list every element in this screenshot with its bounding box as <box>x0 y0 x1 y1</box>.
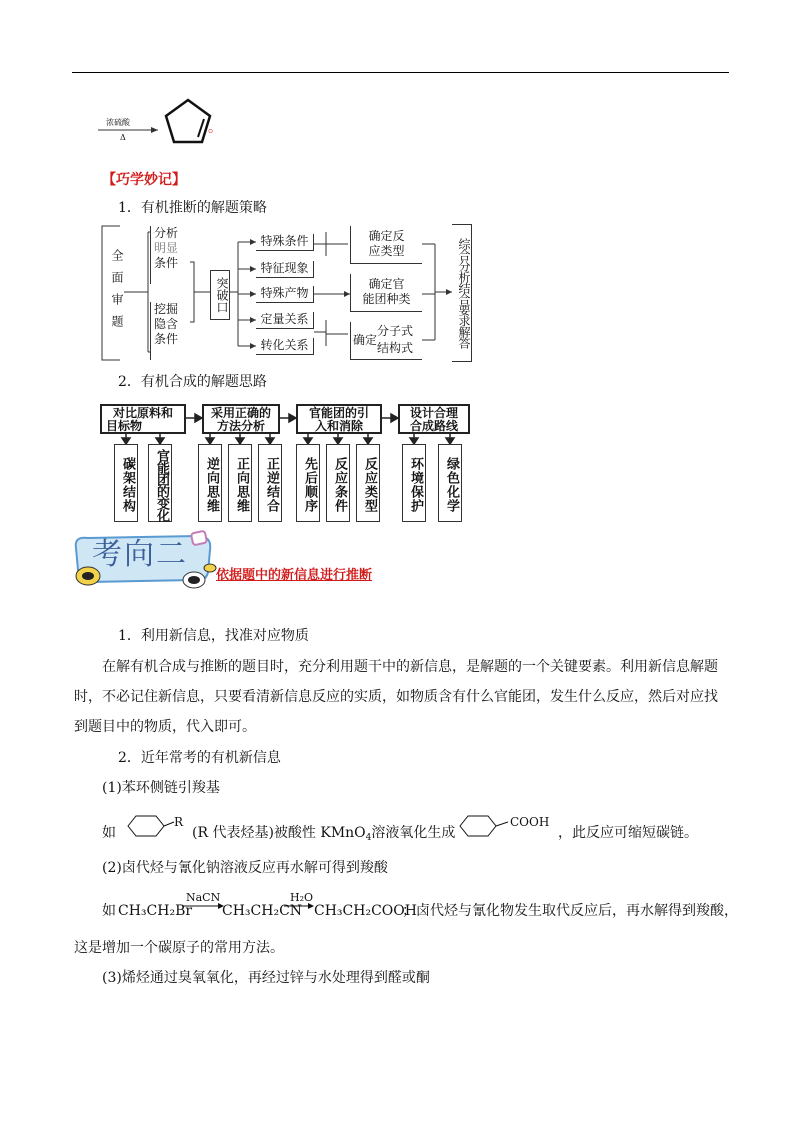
item1-cooh: COOH <box>510 815 550 829</box>
item2-cond2: H₂O <box>290 891 314 904</box>
item2-arrow2 <box>284 902 314 910</box>
item1-heading: (1)苯环侧链引羧基 <box>102 780 220 796</box>
reaction-type-line-2: 应类型 <box>368 244 405 258</box>
feature-special-products: 特殊产物 <box>256 286 314 303</box>
badge-title: 依据题中的新信息进行推断 <box>216 568 373 583</box>
col-hidden-conditions <box>150 302 190 360</box>
feature-transformation: 转化关系 <box>256 338 314 355</box>
synthesis-heading: 2．有机合成的解题思路 <box>118 374 267 390</box>
determine-reaction-type <box>350 226 422 264</box>
formula-line-2: 分子式 <box>377 324 414 338</box>
item1-r: R <box>174 815 184 829</box>
col-comprehensive-review: 全面审题 <box>104 240 124 346</box>
item2-cond1: NaCN <box>186 891 221 904</box>
flow-forward-thinking: 正向思维 <box>228 444 252 522</box>
benzene-r-structure <box>120 812 182 842</box>
feature-special-phenomena: 特征现象 <box>256 261 314 278</box>
reaction-condition-top: 浓硫酸 <box>106 118 130 127</box>
section-badge <box>70 528 220 594</box>
hidden-line-1: 挖掘 <box>154 302 179 316</box>
item2-reactant: CH₃CH₂Br <box>118 903 193 919</box>
obvious-line-2: 明显 <box>154 241 179 255</box>
flow-reaction-conditions: 反应条件 <box>326 444 350 522</box>
strategy-heading: 1．有机推断的解题策略 <box>118 200 267 216</box>
item1-mid-a: (R 代表烃基)被酸性 KMnO <box>192 825 366 841</box>
groups-line-2: 入和消除 <box>314 419 363 433</box>
col-obvious-conditions <box>150 226 190 284</box>
item1-mid <box>192 823 455 848</box>
flow-combined-thinking: 正逆结合 <box>258 444 282 522</box>
item2-product: CH₃CH₂COOH <box>314 903 417 919</box>
determine-functional-group <box>350 274 422 312</box>
trailing-mark: 。 <box>208 120 222 136</box>
header-rule <box>72 72 729 73</box>
route-line-2: 合成路线 <box>409 419 458 433</box>
feature-quantitative: 定量关系 <box>256 312 314 329</box>
route-line-1: 设计合理 <box>409 406 458 420</box>
item2-tail: ；卤代烃与氰化物发生取代反应后，再水解得到羧酸， <box>402 903 738 919</box>
item1-line <box>102 812 732 852</box>
feature-special-conditions: 特殊条件 <box>256 234 314 251</box>
item1-mid-b: 溶液氧化生成 <box>371 825 456 841</box>
p1-heading: 1．利用新信息，找准对应物质 <box>118 628 309 644</box>
obvious-line-1: 分析 <box>154 226 179 240</box>
compare-line-1: 对比原料和 <box>112 406 173 420</box>
flow-green-chemistry: 绿色化学 <box>438 444 462 522</box>
flow-functional-groups <box>296 404 382 434</box>
flow-design-route <box>398 404 470 434</box>
method-line-1: 采用正确的 <box>210 406 271 420</box>
item2-prefix-word: 如 <box>102 903 116 919</box>
p2-heading: 2．近年常考的有机新信息 <box>118 750 281 766</box>
formula-line-1: 确定 <box>353 333 378 347</box>
hidden-line-2: 隐含 <box>154 317 179 331</box>
item2-mid: CH₃CH₂CN <box>222 903 303 919</box>
flow-reverse-thinking: 逆向思维 <box>198 444 222 522</box>
col-comprehensive-answer: 综合分析结合要求解答 <box>452 224 472 362</box>
flow-carbon-skeleton: 碳架结构 <box>114 444 138 522</box>
item2-arrow1 <box>182 902 224 910</box>
badge-text: 考向二 <box>92 537 188 572</box>
flow-functional-change: 官能团的变化 <box>148 444 172 522</box>
p1-text: 在解有机合成与推断的题目时，充分利用题干中的新信息，是解题的一个关键要素。利用新信息解题时，不必记住新信息，只要看清新信息反应的实质，如物质含有什么官能团，发生什么反应，然后对应找到题目中的物质，代入即可。 <box>74 659 718 735</box>
hidden-line-3: 条件 <box>154 332 179 346</box>
reaction-type-line-1: 确定反 <box>368 229 405 243</box>
method-line-2: 方法分析 <box>216 419 265 433</box>
top-reaction <box>96 92 226 150</box>
strategy-diagram <box>100 222 480 364</box>
col-breakthrough: 突破口 <box>210 270 230 320</box>
determine-formula-structure <box>350 322 422 360</box>
flow-compare-materials <box>100 404 186 434</box>
item1-prefix: 如 <box>102 825 116 841</box>
compare-line-2: 目标物 <box>106 419 143 433</box>
flow-correct-method <box>202 404 280 434</box>
item1-suffix: ，此反应可缩短碳链。 <box>558 825 698 841</box>
item3-heading: (3)烯烃通过臭氧氧化，再经过锌与水处理得到醛或酮 <box>102 970 430 986</box>
obvious-line-3: 条件 <box>154 256 179 270</box>
formula-line-3: 结构式 <box>377 341 414 355</box>
functional-group-line-1: 确定官 <box>368 277 405 291</box>
flow-sequence: 先后顺序 <box>296 444 320 522</box>
synthesis-diagram <box>100 402 472 524</box>
flow-environment: 环境保护 <box>402 444 426 522</box>
item1-mid-sub: 4 <box>365 833 372 843</box>
section-title: 【巧学妙记】 <box>102 172 186 188</box>
reaction-condition-bottom: Δ <box>120 133 126 142</box>
groups-line-1: 官能团的引 <box>308 406 369 420</box>
item2-heading: (2)卤代烃与氰化钠溶液反应再水解可得到羧酸 <box>102 860 388 876</box>
flow-reaction-types: 反应类型 <box>356 444 380 522</box>
functional-group-line-2: 能团种类 <box>362 292 411 306</box>
item2-line <box>102 888 738 924</box>
item2-line2: 这是增加一个碳原子的常用方法。 <box>74 940 284 956</box>
